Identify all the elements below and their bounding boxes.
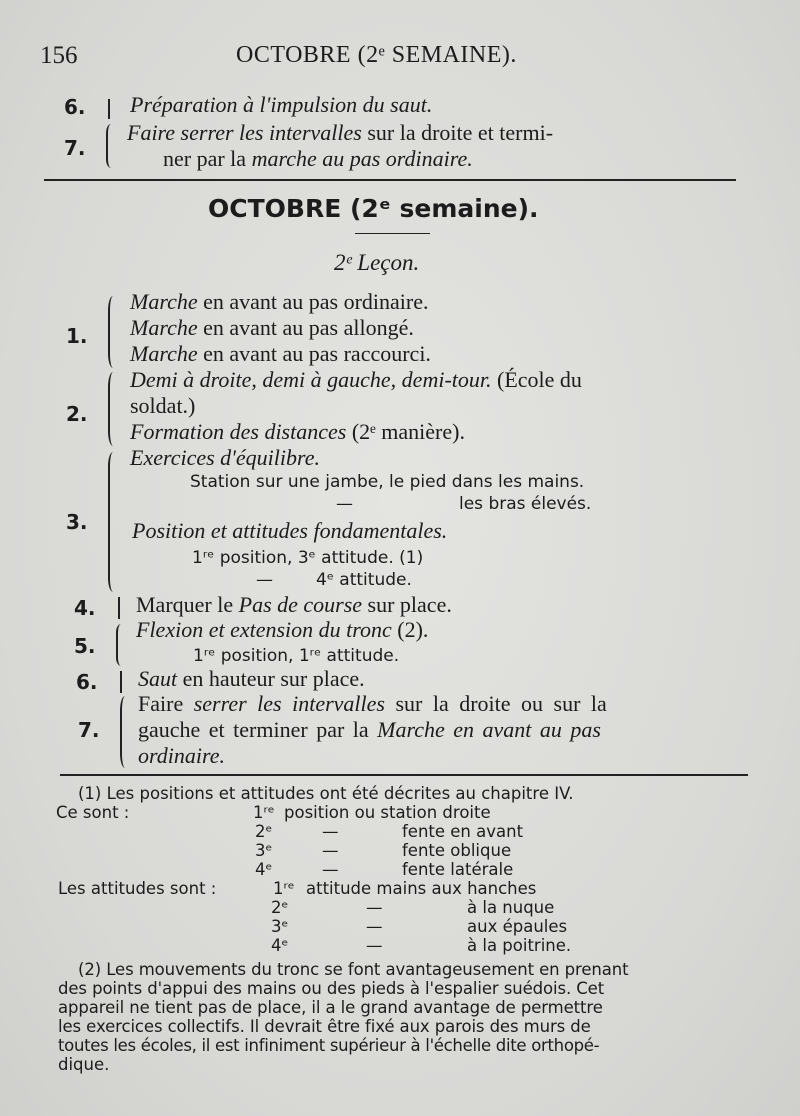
item-rest: en hauteur sur place. — [182, 666, 365, 691]
footnote-rule — [60, 774, 748, 776]
item-brace — [120, 696, 130, 768]
item-line — [130, 367, 582, 393]
ditto-dash: — — [336, 494, 353, 514]
position-ordinal: 2ᵉ — [255, 822, 273, 841]
item-subline: 4ᵉ attitude. — [316, 570, 412, 590]
item-plain: gauche et terminer par la — [138, 717, 369, 742]
prev-item-number: 7. — [64, 136, 86, 160]
prev-item-brace — [106, 124, 116, 168]
item-brace — [108, 372, 118, 446]
item-number: 2. — [66, 402, 88, 426]
item-brace — [116, 624, 126, 666]
footnote-line: appareil ne tient pas de place, il a le grand avantage de permettre — [58, 998, 603, 1017]
footnote-line: (2) Les mouvements du tronc se font avantageusement en prenant — [78, 960, 629, 979]
item-subheading: Exercices d'équilibre. — [130, 445, 320, 470]
item-line — [136, 617, 428, 643]
item-subline: 1ʳᵉ position, 3ᵉ attitude. (1) — [192, 548, 424, 568]
item-number: 3. — [66, 510, 88, 534]
item-italic: Flexion et extension du tronc — [136, 617, 392, 642]
ditto-dash: — — [322, 860, 339, 879]
footnote-line: des points d'appui des mains ou des pieds à l'espalier suédois. Cet — [58, 979, 605, 998]
item-number: 4. — [74, 596, 96, 620]
item-plain: Marquer le — [136, 592, 234, 617]
position-label: fente oblique — [402, 841, 512, 860]
ditto-dash: — — [366, 898, 383, 917]
attitude-label: aux épaules — [467, 917, 568, 936]
item-italic: Marche — [130, 315, 198, 340]
position-ordinal: 1ʳᵉ — [253, 803, 275, 822]
ditto-dash: — — [322, 822, 339, 841]
item-number: 1. — [66, 324, 88, 348]
item-rest: (2ᵉ manière). — [351, 419, 465, 444]
item-brace — [108, 452, 118, 592]
prev-item-bar — [108, 99, 110, 119]
item-brace — [108, 296, 118, 368]
item-line — [136, 592, 452, 618]
item-rest: (2). — [397, 617, 429, 642]
item-line — [130, 419, 465, 445]
item-subline: Station sur une jambe, le pied dans les mains. — [190, 472, 585, 492]
item-italic: serrer les intervalles — [193, 691, 385, 716]
ditto-dash: — — [366, 917, 383, 936]
page-number: 156 — [40, 42, 78, 69]
item-line: ordinaire. — [138, 743, 225, 768]
item-italic: Saut — [138, 666, 178, 691]
attitude-ordinal: 3ᵉ — [271, 917, 289, 936]
item-rest: sur place. — [367, 592, 452, 617]
item-line — [138, 717, 601, 743]
prev-item-rest: sur la droite et termi- — [367, 120, 554, 145]
item-italic: Marche — [130, 341, 198, 366]
item-number: 7. — [78, 718, 100, 742]
title-underline — [355, 233, 430, 234]
item-number: 5. — [74, 634, 96, 658]
item-italic: Marche en avant au pas — [377, 717, 601, 742]
item-line — [130, 341, 431, 367]
footnote-line: dique. — [58, 1055, 110, 1074]
position-label: fente en avant — [402, 822, 524, 841]
item-subheading: Position et attitudes fondamentales. — [132, 518, 448, 543]
position-label: position ou station droite — [284, 803, 491, 822]
attitude-label: à la nuque — [467, 898, 555, 917]
footnote-intro: (1) Les positions et attitudes ont été décrites au chapitre IV. — [78, 784, 574, 803]
prev-item-line — [127, 120, 553, 146]
attitude-label: à la poitrine. — [467, 936, 572, 955]
item-subline: les bras élevés. — [459, 494, 592, 514]
position-ordinal: 4ᵉ — [255, 860, 273, 879]
item-rest: (École du — [497, 367, 582, 392]
item-subline: 1ʳᵉ position, 1ʳᵉ attitude. — [193, 646, 400, 666]
item-rest: sur la droite ou sur la — [395, 691, 607, 716]
running-title: OCTOBRE (2ᵉ SEMAINE). — [236, 42, 517, 68]
footnote-label: Ce sont : — [56, 803, 130, 822]
item-italic: Marche — [130, 289, 198, 314]
prev-item-italic: Faire serrer les intervalles — [127, 120, 362, 145]
prev-item-number: 6. — [64, 95, 86, 119]
lesson-title: 2ᵉ Leçon. — [334, 250, 420, 275]
item-italic: Pas de course — [238, 592, 363, 617]
item-italic: Formation des distances — [130, 419, 347, 444]
item-plain: Faire — [138, 691, 184, 716]
item-rest: en avant au pas ordinaire. — [203, 289, 429, 314]
section-title: OCTOBRE (2ᵉ semaine). — [208, 194, 539, 223]
prev-item-plain: ner par la — [163, 146, 247, 171]
section-rule — [44, 179, 736, 181]
item-line: soldat.) — [130, 393, 196, 418]
item-bar — [118, 597, 120, 619]
attitude-ordinal: 2ᵉ — [271, 898, 289, 917]
item-italic: Demi à droite, demi à gauche, demi-tour. — [130, 367, 492, 392]
item-line — [138, 691, 607, 717]
position-ordinal: 3ᵉ — [255, 841, 273, 860]
item-line — [130, 289, 429, 315]
item-bar — [120, 671, 122, 693]
item-line — [138, 666, 365, 692]
ditto-dash: — — [256, 570, 273, 590]
item-line — [130, 315, 414, 341]
item-rest: en avant au pas allongé. — [203, 315, 414, 340]
item-rest: en avant au pas raccourci. — [203, 341, 431, 366]
attitude-ordinal: 1ʳᵉ — [273, 879, 295, 898]
position-label: fente latérale — [402, 860, 514, 879]
footnote-line: toutes les écoles, il est infiniment supérieur à l'échelle dite orthopé- — [58, 1036, 600, 1055]
ditto-dash: — — [366, 936, 383, 955]
footnote-label: Les attitudes sont : — [58, 879, 217, 898]
attitude-label: attitude mains aux hanches — [306, 879, 537, 898]
footnote-line: les exercices collectifs. Il devrait être fixé aux parois des murs de — [58, 1017, 591, 1036]
ditto-dash: — — [322, 841, 339, 860]
item-number: 6. — [76, 670, 98, 694]
prev-item-italic: marche au pas ordinaire. — [251, 146, 473, 171]
prev-item-line — [163, 146, 473, 172]
prev-item-text: Préparation à l'impulsion du saut. — [130, 92, 433, 117]
attitude-ordinal: 4ᵉ — [271, 936, 289, 955]
